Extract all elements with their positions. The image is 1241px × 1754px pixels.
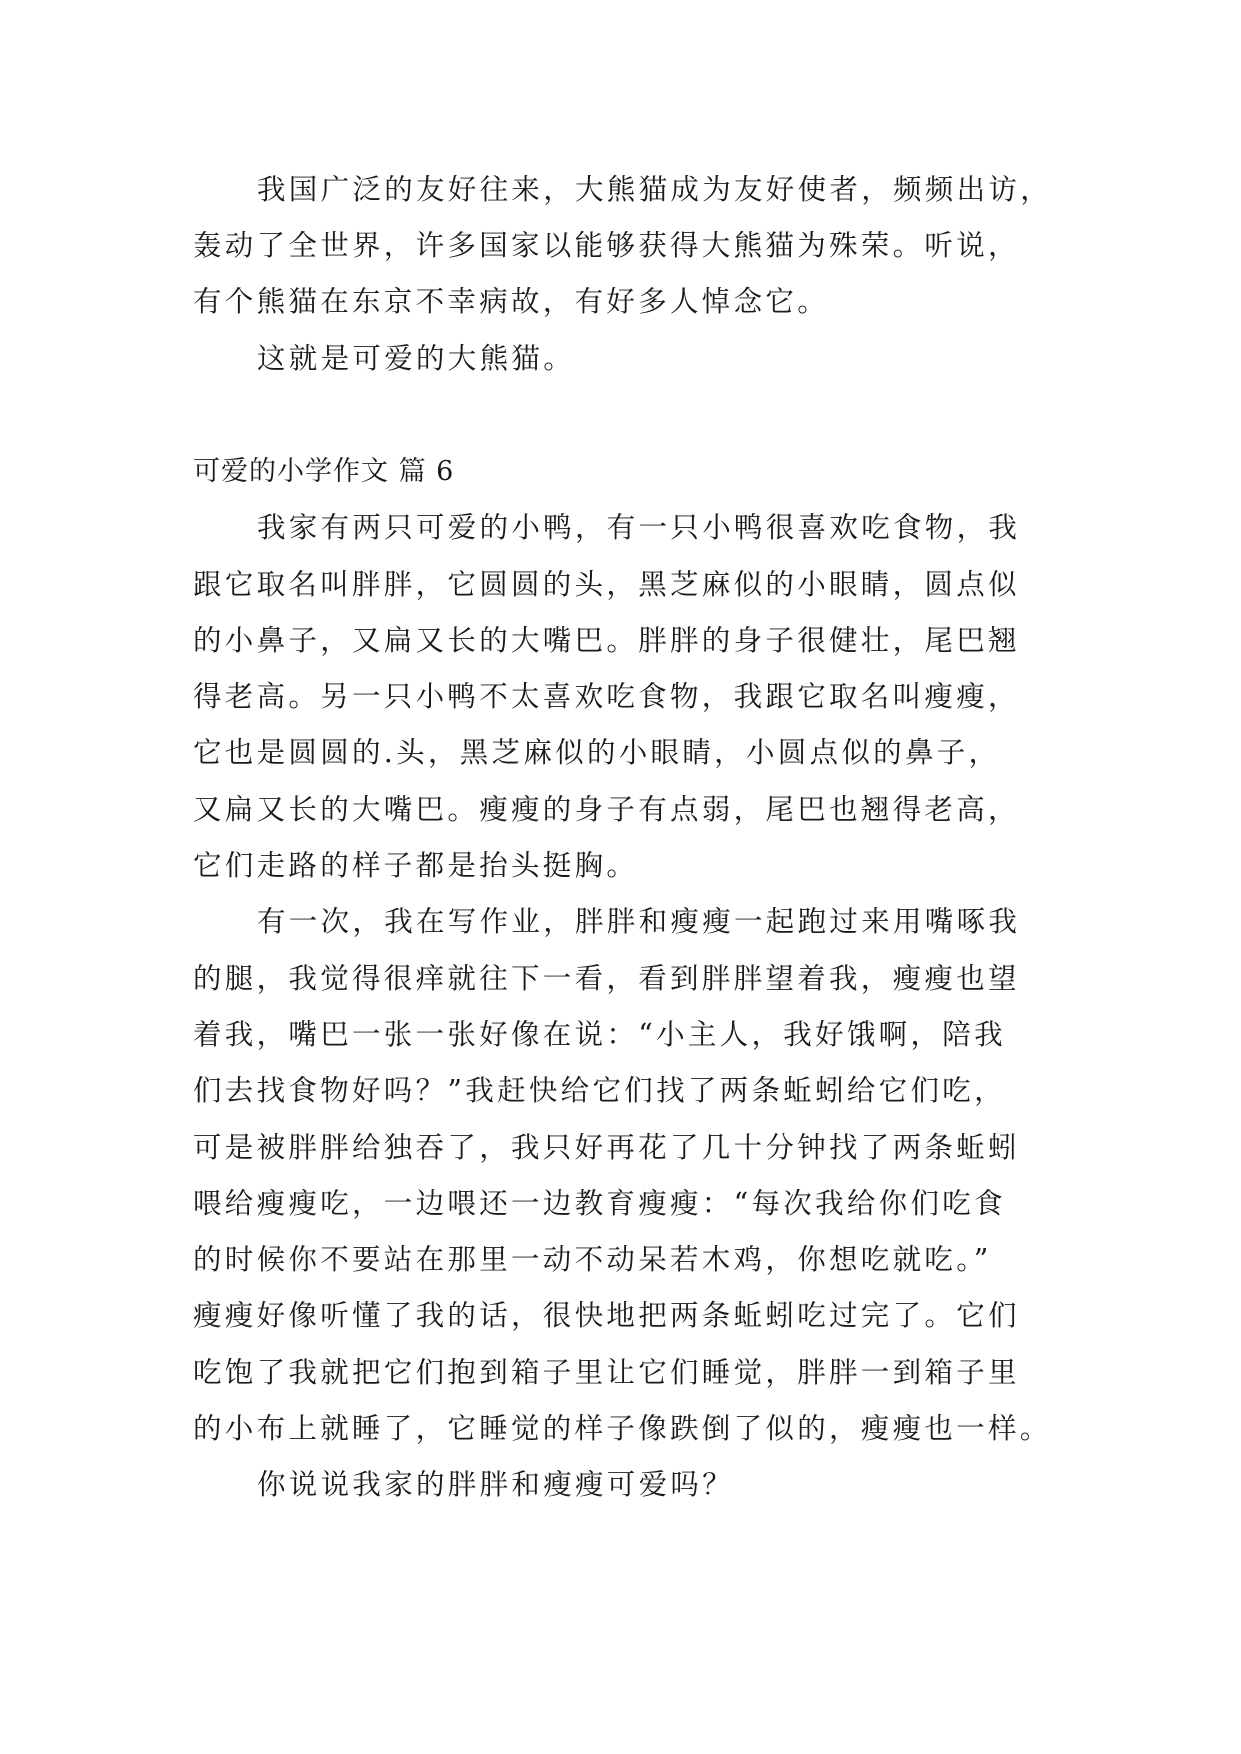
paragraph-line: 它们走路的样子都是抬头挺胸。 [193, 849, 639, 882]
paragraph-line: 有一次，我在写作业，胖胖和瘦瘦一起跑过来用嘴啄我 [257, 905, 1021, 938]
paragraph-line: 的时候你不要站在那里一动不动呆若木鸡，你想吃就吃。” [193, 1243, 992, 1276]
paragraph-line: 的腿，我觉得很痒就往下一看，看到胖胖望着我，瘦瘦也望 [193, 962, 1020, 995]
paragraph-line: 又扁又长的大嘴巴。瘦瘦的身子有点弱，尾巴也翘得老高， [193, 793, 1020, 826]
paragraph-line: 这就是可爱的大熊猫。 [257, 342, 576, 375]
paragraph-line: 的小鼻子，又扁又长的大嘴巴。胖胖的身子很健壮，尾巴翘 [193, 624, 1020, 657]
paragraph-line: 有个熊猫在东京不幸病故，有好多人悼念它。 [193, 285, 830, 318]
paragraph-line: 得老高。另一只小鸭不太喜欢吃食物，我跟它取名叫瘦瘦， [193, 680, 1020, 713]
paragraph-line: 吃饱了我就把它们抱到箱子里让它们睡觉，胖胖一到箱子里 [193, 1356, 1020, 1389]
paragraph-line: 你说说我家的胖胖和瘦瘦可爱吗？ [257, 1468, 735, 1501]
paragraph-line: 瘦瘦好像听懂了我的话，很快地把两条蚯蚓吃过完了。它们 [193, 1299, 1020, 1332]
paragraph-line: 的小布上就睡了，它睡觉的样子像跌倒了似的，瘦瘦也一样。 [193, 1412, 1052, 1445]
section-title: 可爱的小学作文 篇 6 [193, 456, 455, 487]
paragraph-line: 可是被胖胖给独吞了，我只好再花了几十分钟找了两条蚯蚓 [193, 1131, 1020, 1164]
paragraph-line: 着我，嘴巴一张一张好像在说：“小主人，我好饿啊，陪我 [193, 1018, 1006, 1051]
paragraph-line: 们去找食物好吗？”我赶快给它们找了两条蚯蚓给它们吃， [193, 1074, 1006, 1107]
paragraph-line: 轰动了全世界，许多国家以能够获得大熊猫为殊荣。听说， [193, 229, 1020, 262]
paragraph-line: 我国广泛的友好往来，大熊猫成为友好使者，频频出访， [257, 173, 1053, 206]
paragraph-line: 它也是圆圆的.头，黑芝麻似的小眼睛，小圆点似的鼻子， [193, 736, 1001, 769]
paragraph-line: 喂给瘦瘦吃，一边喂还一边教育瘦瘦：“每次我给你们吃食 [193, 1187, 1006, 1220]
paragraph-line: 跟它取名叫胖胖，它圆圆的头，黑芝麻似的小眼睛，圆点似 [193, 568, 1020, 601]
paragraph-line: 我家有两只可爱的小鸭，有一只小鸭很喜欢吃食物，我 [257, 511, 1021, 544]
